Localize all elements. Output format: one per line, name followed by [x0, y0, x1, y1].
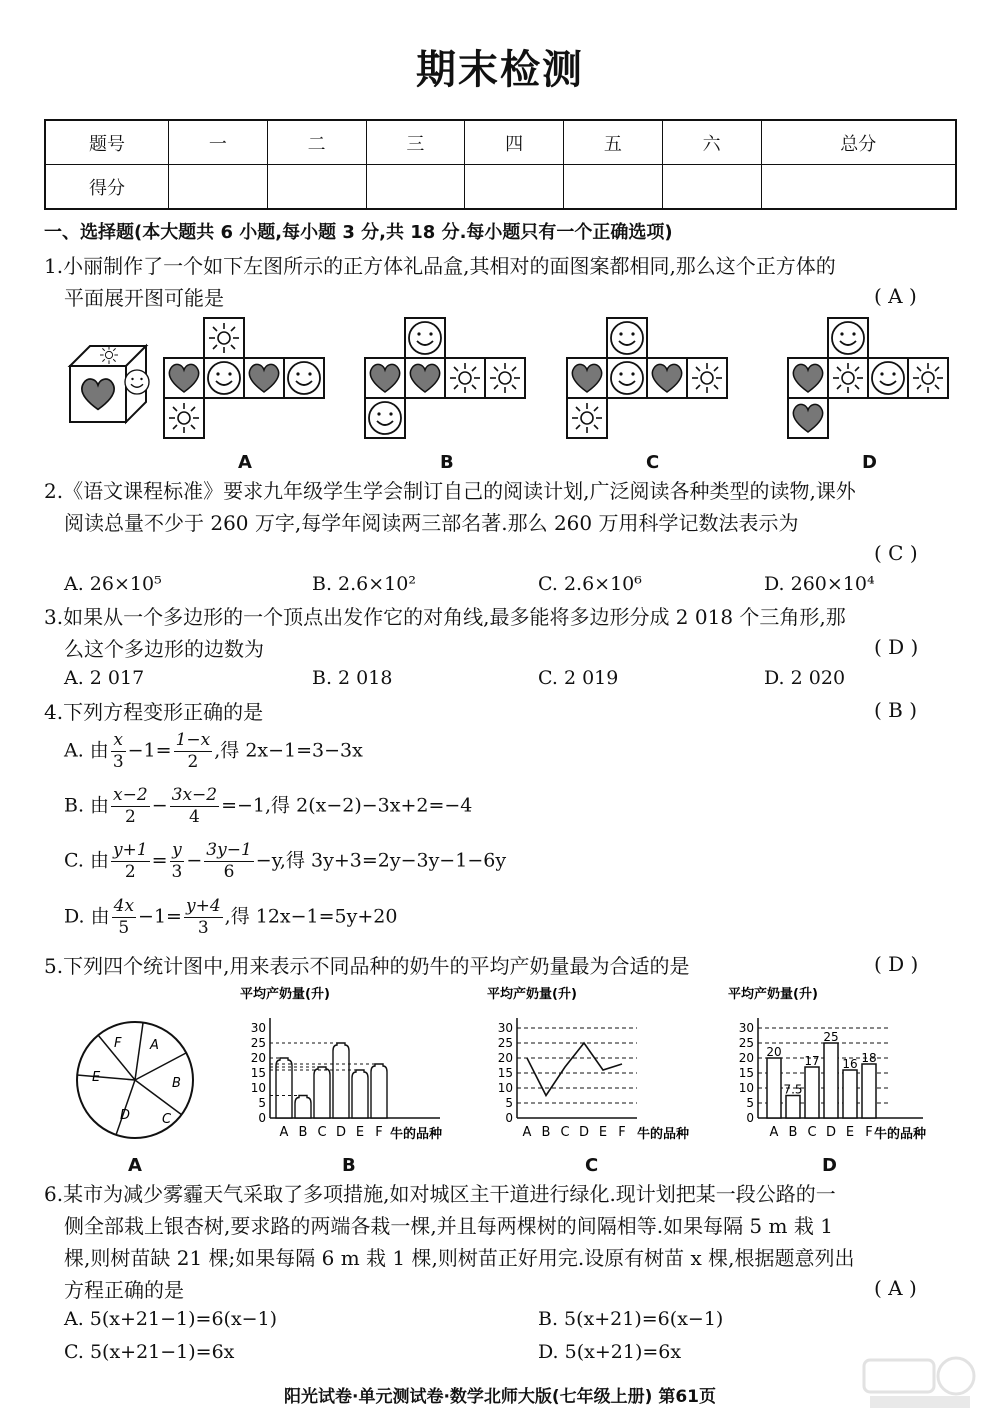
- y-tick-label: 30: [497, 1021, 513, 1035]
- score-table-cell: 四: [465, 120, 564, 165]
- score-table-cell: 二: [267, 120, 366, 165]
- y-tick-label: 10: [497, 1081, 513, 1095]
- question-1-figures: [60, 310, 980, 470]
- score-table-cell: 五: [564, 120, 663, 165]
- numerator: 3x−2: [171, 785, 218, 805]
- x-tick-label: E: [598, 1125, 608, 1140]
- question-4-line-1: 4.下列方程变形正确的是: [44, 700, 264, 724]
- bar-value-label: 18: [861, 1051, 877, 1065]
- question-4-option-b: [64, 787, 472, 826]
- question-3-option: C. 2 019: [538, 667, 619, 689]
- pie-label: F: [114, 1036, 122, 1051]
- question-6-option: C. 5(x+21−1)=6x: [64, 1341, 235, 1363]
- x-tick-label: F: [865, 1125, 873, 1140]
- fraction: [112, 898, 136, 937]
- figure-label: A: [238, 452, 252, 473]
- pie-label: A: [150, 1038, 159, 1053]
- bottle-mark: [333, 1043, 349, 1118]
- option-text: −1=: [138, 905, 182, 928]
- bar-mark: [805, 1067, 819, 1118]
- bar-mark: [843, 1070, 857, 1118]
- question-3-line-2: 么这个多边形的边数为: [64, 637, 264, 661]
- question-6-option: D. 5(x+21)=6x: [538, 1341, 682, 1363]
- x-tick-label: F: [375, 1125, 383, 1140]
- figure-label: B: [440, 452, 454, 473]
- y-tick-label: 10: [250, 1081, 266, 1095]
- option-text: ,得 2x−1=3−3x: [214, 739, 363, 762]
- numerator: 4x: [113, 896, 135, 916]
- y-tick-label: 20: [738, 1051, 754, 1065]
- fraction: [204, 842, 253, 881]
- y-axis-label: 平均产奶量(升): [728, 987, 818, 1002]
- x-tick-labels: [523, 1125, 626, 1140]
- x-axis-label: 牛的品种: [637, 1127, 690, 1142]
- denominator: 6: [223, 862, 235, 882]
- x-tick-label: D: [825, 1125, 837, 1140]
- x-tick-label: D: [578, 1125, 590, 1140]
- score-input-cell[interactable]: [761, 165, 956, 210]
- score-input-cell[interactable]: [662, 165, 761, 210]
- bottle-mark: [371, 1064, 387, 1118]
- question-3-option: D. 2 020: [764, 667, 846, 689]
- numerator: y+1: [112, 840, 148, 860]
- score-input-cell[interactable]: [267, 165, 366, 210]
- question-6-option: A. 5(x+21−1)=6(x−1): [64, 1308, 278, 1330]
- bar-mark: [786, 1096, 800, 1119]
- question-5-answer: ( D ): [874, 952, 919, 976]
- y-tick-label: 5: [505, 1096, 513, 1110]
- denominator: 2: [124, 807, 136, 827]
- x-tick-label: A: [279, 1125, 289, 1140]
- pie-chart-a: [70, 1015, 200, 1145]
- y-tick-label: 5: [258, 1096, 266, 1110]
- fraction: [170, 787, 219, 826]
- question-1-answer: ( A ): [874, 284, 917, 308]
- denominator: 3: [112, 752, 124, 772]
- x-axis-label: 牛的品种: [390, 1127, 443, 1142]
- question-4-option-a: [64, 732, 363, 771]
- bottle-chart-b: [240, 982, 470, 1142]
- question-1-line-2: 平面展开图可能是: [64, 286, 224, 310]
- fraction: [111, 787, 150, 826]
- y-axis-label: 平均产奶量(升): [487, 987, 577, 1002]
- y-tick-label: 5: [746, 1096, 754, 1110]
- y-tick-label: 20: [497, 1051, 513, 1065]
- fraction: [111, 842, 150, 881]
- question-5-line-1: 5.下列四个统计图中,用来表示不同品种的奶牛的平均产奶量最为合适的是: [44, 954, 690, 978]
- y-tick-label: 0: [746, 1111, 754, 1125]
- question-6-line-3: 棵,则树苗缺 21 棵;如果每隔 6 m 栽 1 棵,则树苗正好用完.设原有树苗 x 棵,根据题意列出: [64, 1246, 855, 1270]
- option-text: −y,得 3y+3=2y−3y−1−6y: [255, 849, 507, 872]
- y-tick-label: 20: [250, 1051, 266, 1065]
- question-1-line-1: 1.小丽制作了一个如下左图所示的正方体礼品盒,其相对的面图案都相同,那么这个正方体的: [44, 254, 836, 278]
- question-2-option: A. 26×10⁵: [64, 573, 162, 595]
- option-text: A. 由: [64, 739, 109, 762]
- x-tick-label: B: [541, 1125, 551, 1140]
- question-6-line-2: 侧全部栽上银杏树,要求路的两端各栽一棵,并且每两棵树的间隔相等.如果每隔 5 m 栽 1: [64, 1214, 833, 1238]
- y-tick-label: 25: [738, 1036, 754, 1050]
- y-tick-label: 15: [497, 1066, 513, 1080]
- net-option-a: [164, 318, 324, 438]
- y-tick-label: 0: [505, 1111, 513, 1125]
- y-tick-label: 30: [250, 1021, 266, 1035]
- option-text: C. 由: [64, 849, 109, 872]
- bottle-mark: [352, 1070, 368, 1118]
- figure-label: C: [585, 1155, 599, 1176]
- question-4-option-c: [64, 842, 506, 881]
- y-tick-label: 15: [250, 1066, 266, 1080]
- figure-label: B: [342, 1155, 356, 1176]
- question-2-option: D. 260×10⁴: [764, 573, 875, 595]
- score-table-cell: 总分: [761, 120, 956, 165]
- option-text: −1=: [127, 739, 172, 762]
- option-text: −: [186, 849, 203, 872]
- bar-value-label: 16: [842, 1057, 858, 1071]
- question-4-option-d: [64, 898, 397, 937]
- y-tick-label: 10: [738, 1081, 754, 1095]
- y-tick-label: 30: [738, 1021, 754, 1035]
- denominator: 2: [124, 862, 136, 882]
- line-chart-c: [487, 982, 717, 1142]
- x-tick-labels: [770, 1125, 873, 1140]
- y-tick-label: 15: [738, 1066, 754, 1080]
- bar-chart-d: [728, 982, 968, 1142]
- figure-label: A: [128, 1155, 142, 1176]
- denominator: 3: [197, 918, 209, 938]
- figure-label: C: [646, 452, 660, 473]
- bottles: [270, 1043, 387, 1118]
- score-table-cell: 题号: [45, 120, 169, 165]
- figure-label: D: [862, 452, 877, 473]
- bottle-mark: [295, 1096, 311, 1119]
- question-6-option: B. 5(x+21)=6(x−1): [538, 1308, 724, 1330]
- section-heading: 一、选择题(本大题共 6 小题,每小题 3 分,共 18 分.每小题只有一个正确选项): [44, 222, 673, 243]
- bar-value-label: 20: [766, 1045, 782, 1059]
- numerator: y: [170, 842, 185, 862]
- pie-label: E: [92, 1070, 101, 1085]
- score-table-header-row: [45, 120, 956, 165]
- x-tick-label: B: [298, 1125, 308, 1140]
- question-4-answer: ( B ): [874, 698, 918, 722]
- y-tick-label: 0: [258, 1111, 266, 1125]
- y-ticks: [251, 1021, 266, 1125]
- score-table-cell: 一: [169, 120, 268, 165]
- x-tick-label: E: [355, 1125, 365, 1140]
- pie-label: C: [162, 1112, 172, 1127]
- score-input-cell[interactable]: [366, 165, 465, 210]
- pie-label: D: [120, 1108, 131, 1123]
- question-6-line-4: 方程正确的是: [64, 1278, 184, 1302]
- y-tick-label: 25: [497, 1036, 513, 1050]
- x-tick-label: F: [618, 1125, 626, 1140]
- net-option-c: [567, 318, 727, 438]
- option-text: −: [151, 794, 168, 817]
- question-3-line-1: 3.如果从一个多边形的一个顶点出发作它的对角线,最多能将多边形分成 2 018 个三角形,那: [44, 605, 846, 629]
- score-input-cell[interactable]: [465, 165, 564, 210]
- question-3-option: A. 2 017: [64, 667, 145, 689]
- score-table-cell: 六: [662, 120, 761, 165]
- bar-value-label: 7.5: [783, 1082, 803, 1097]
- question-6-answer: ( A ): [874, 1276, 917, 1300]
- option-text: B. 由: [64, 794, 110, 817]
- score-table-score-row: [45, 165, 956, 210]
- x-tick-label: C: [560, 1125, 570, 1140]
- bar-value-label: 25: [823, 1030, 839, 1044]
- watermark-logo: [860, 1352, 980, 1412]
- option-text: =: [151, 849, 168, 872]
- question-6-line-1: 6.某市为减少雾霾天气采取了多项措施,如对城区主干道进行绿化.现计划把某一段公路的一: [44, 1182, 836, 1206]
- option-text: ,得 12x−1=5y+20: [224, 905, 398, 928]
- y-tick-label: 25: [250, 1036, 266, 1050]
- x-tick-label: C: [317, 1125, 327, 1140]
- option-text: =−1,得 2(x−2)−3x+2=−4: [221, 794, 473, 817]
- page-footer: 阳光试卷·单元测试卷·数学北师大版(七年级上册) 第61页: [283, 1387, 717, 1407]
- numerator: 1−x: [175, 730, 211, 750]
- y-ticks: [498, 1021, 637, 1125]
- bar-mark: [824, 1043, 838, 1118]
- x-tick-label: A: [769, 1125, 779, 1140]
- fraction: [174, 732, 213, 771]
- score-table: [44, 119, 957, 210]
- denominator: 3: [171, 862, 183, 882]
- score-input-cell[interactable]: [169, 165, 268, 210]
- fraction: [111, 732, 126, 771]
- x-tick-label: D: [335, 1125, 347, 1140]
- net-option-d: [788, 318, 948, 438]
- score-input-cell[interactable]: [564, 165, 663, 210]
- bar-value-label: 17: [804, 1054, 820, 1068]
- x-tick-labels: [280, 1125, 383, 1140]
- bar-mark: [767, 1058, 781, 1118]
- question-2-line-2: 阅读总量不少于 260 万字,每学年阅读两三部名著.那么 260 万用科学记数法表示为: [64, 511, 799, 535]
- y-axis-label: 平均产奶量(升): [240, 987, 330, 1002]
- denominator: 2: [187, 752, 199, 772]
- fraction: [170, 842, 185, 881]
- question-2-option: B. 2.6×10²: [312, 573, 416, 595]
- denominator: 4: [188, 807, 200, 827]
- numerator: y+4: [185, 896, 221, 916]
- question-2-line-1: 2.《语文课程标准》要求九年级学生学会制订自己的阅读计划,广泛阅读各种类型的读物,课外: [44, 479, 856, 503]
- score-table-cell: 得分: [45, 165, 169, 210]
- figure-label: D: [822, 1155, 837, 1176]
- score-table-cell: 三: [366, 120, 465, 165]
- net-option-b: [365, 318, 525, 438]
- x-tick-label: A: [522, 1125, 532, 1140]
- bar-mark: [862, 1064, 876, 1118]
- page-title: 期末检测: [416, 47, 584, 93]
- gift-cube: [70, 346, 149, 422]
- question-2-option: C. 2.6×10⁶: [538, 573, 642, 595]
- x-axis-label: 牛的品种: [874, 1127, 927, 1142]
- question-3-option: B. 2 018: [312, 667, 393, 689]
- numerator: x: [111, 732, 126, 752]
- pie-label: B: [172, 1076, 181, 1091]
- numerator: x−2: [113, 785, 148, 805]
- bottle-mark: [314, 1067, 330, 1118]
- x-tick-label: C: [807, 1125, 817, 1140]
- fraction: [184, 898, 223, 937]
- question-2-answer: ( C ): [874, 541, 918, 565]
- numerator: 3y−1: [206, 840, 252, 860]
- x-tick-label: E: [845, 1125, 855, 1140]
- question-3-answer: ( D ): [874, 635, 919, 659]
- option-text: D. 由: [64, 905, 110, 928]
- denominator: 5: [118, 918, 130, 938]
- x-tick-label: B: [788, 1125, 798, 1140]
